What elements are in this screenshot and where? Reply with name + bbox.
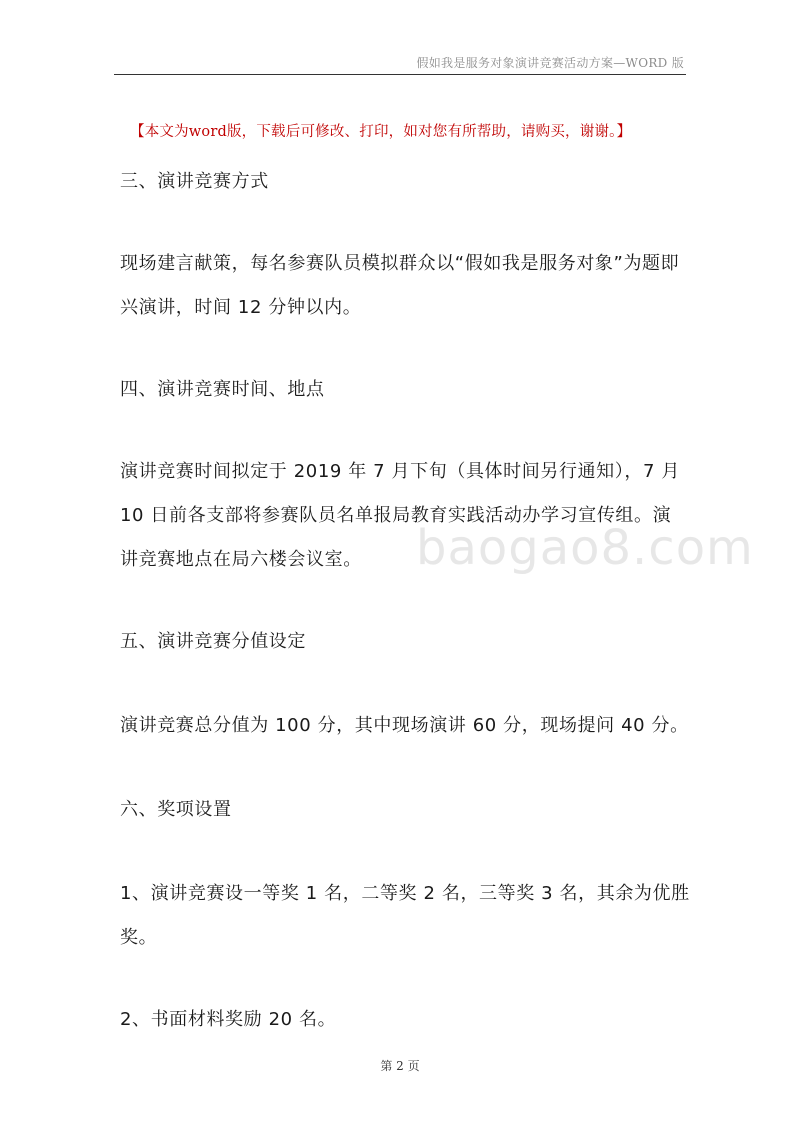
section-heading-4: 四、演讲竞赛时间、地点 xyxy=(120,379,325,400)
paragraph-line: 兴演讲，时间 12 分钟以内。 xyxy=(120,297,362,318)
site-watermark: baogao8.com xyxy=(416,520,754,576)
paragraph-line: 现场建言献策，每名参赛队员模拟群众以“假如我是服务对象”为题即 xyxy=(120,253,680,274)
paragraph-line: 10 日前各支部将参赛队员名单报局教育实践活动办学习宣传组。演 xyxy=(120,505,672,526)
paragraph-line: 奖。 xyxy=(120,927,158,948)
header-divider xyxy=(114,74,686,75)
paragraph-line: 1、演讲竞赛设一等奖 1 名，二等奖 2 名，三等奖 3 名，其余为优胜 xyxy=(120,883,690,904)
section-heading-3: 三、演讲竞赛方式 xyxy=(120,171,269,192)
page-number: 第 2 页 xyxy=(380,1059,420,1073)
running-header: 假如我是服务对象演讲竞赛活动方案—WORD 版 xyxy=(416,56,684,70)
section-heading-5: 五、演讲竞赛分值设定 xyxy=(120,631,306,652)
paragraph-line: 演讲竞赛总分值为 100 分，其中现场演讲 60 分，现场提问 40 分。 xyxy=(120,715,689,736)
paragraph-line: 2、书面材料奖励 20 名。 xyxy=(120,1009,337,1030)
paragraph-line: 演讲竞赛时间拟定于 2019 年 7 月下旬（具体时间另行通知），7 月 xyxy=(120,461,680,482)
section-heading-6: 六、奖项设置 xyxy=(120,799,232,820)
download-notice: 【本文为word版，下载后可修改、打印，如对您有所帮助，请购买，谢谢。】 xyxy=(130,124,632,140)
paragraph-line: 讲竞赛地点在局六楼会议室。 xyxy=(120,549,362,570)
